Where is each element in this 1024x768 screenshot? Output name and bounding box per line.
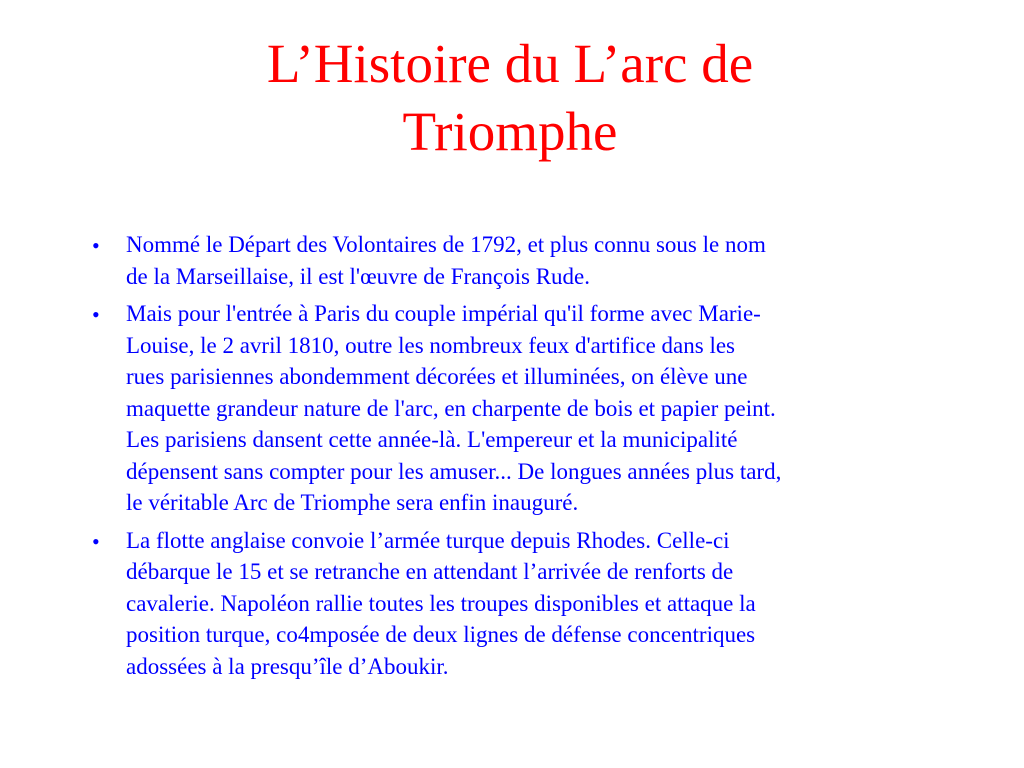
slide-title [100,30,920,166]
title-line-1: L’Histoire du L’arc de [266,33,754,94]
bullet-3-line-2: débarque le 15 et se retranche en attendant l’arrivée de renforts de [126,559,734,584]
bullet-3-line-4: position turque, co4mposée de deux lignes de défense concentriques [126,622,756,647]
bullet-1-line-2: de la Marseillaise, il est l'œuvre de François Rude. [126,263,591,289]
bullet-item-3 [92,525,952,683]
bullet-item-1 [92,229,952,292]
bullet-1-line-1: Nommé le Départ des Volontaires de 1792, et plus connu sous le nom [126,232,766,257]
bullet-text-3 [126,525,952,683]
bullet-marker: • [92,233,100,258]
bullet-3-line-1: La flotte anglaise convoie l’armée turque depuis Rhodes. Celle-ci [126,527,730,553]
bullet-2-line-6: dépensent sans compter pour les amuser... De longues années plus tard, [126,458,782,484]
bullet-2-line-4: maquette grandeur nature de l'arc, en charpente de bois et papier peint. [126,395,776,421]
title-line-2: Triomphe [402,101,618,162]
bullet-2-line-5: Les parisiens dansent cette année-là. L'empereur et la municipalité [126,427,738,452]
bullet-2-line-3: rues parisiennes abondemment décorées et illuminées, on élève une [126,364,748,389]
bullet-text-2 [126,298,952,519]
bullet-text-1 [126,229,952,292]
bullet-marker: • [92,528,100,554]
bullet-3-line-3: cavalerie. Napoléon rallie toutes les troupes disponibles et attaque la [126,590,756,616]
bullet-2-line-7: le véritable Arc de Triomphe sera enfin inauguré. [126,490,579,515]
bullet-list [92,229,952,688]
bullet-marker: • [92,302,100,327]
bullet-3-line-5: adossées à la presqu’île d’Aboukir. [126,653,449,679]
bullet-item-2 [92,298,952,519]
bullet-2-line-2: Louise, le 2 avril 1810, outre les nombreux feux d'artifice dans les [126,332,735,358]
bullet-2-line-1: Mais pour l'entrée à Paris du couple impérial qu'il forme avec Marie- [126,301,761,326]
